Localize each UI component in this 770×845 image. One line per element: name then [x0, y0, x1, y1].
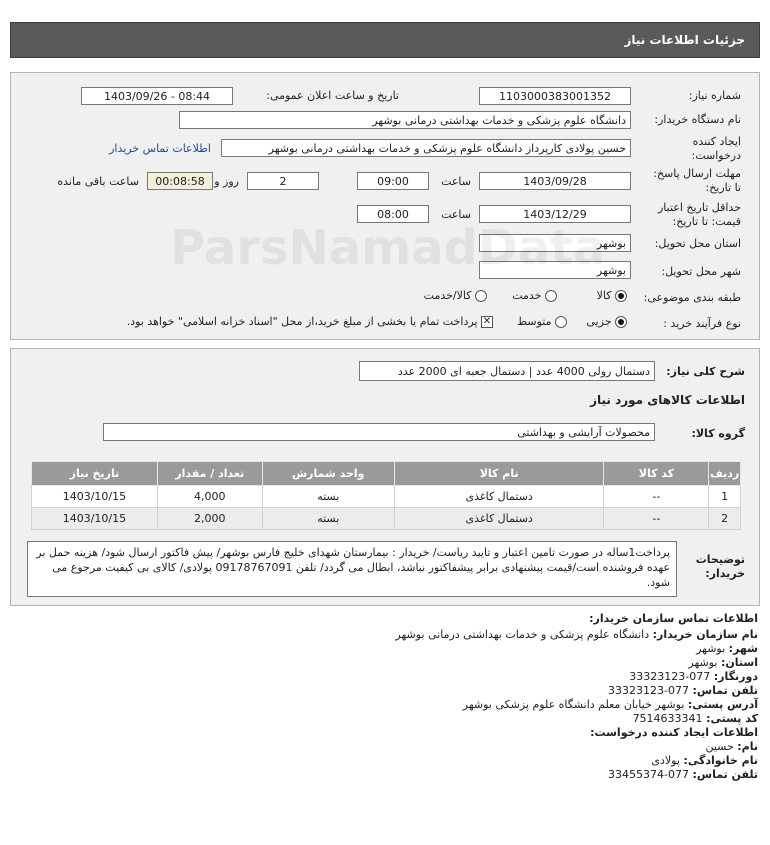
validity-label-2: قیمت: تا تاریخ:: [672, 215, 741, 228]
contact-address-label: آدرس پستی:: [687, 698, 758, 711]
contact-address: [463, 698, 758, 711]
process-label: نوع فرآیند خرید :: [663, 317, 741, 330]
validity-time-label: ساعت: [441, 208, 471, 221]
cell-code: --: [604, 486, 709, 508]
need-desc-field: دستمال رولی 4000 عدد | دستمال جعبه ای 2000 عدد: [359, 361, 655, 381]
col-date: تاریخ نیاز: [32, 462, 158, 486]
province-label: استان محل تحویل:: [654, 237, 741, 250]
contact-phone: [608, 684, 758, 697]
contact-org: [395, 628, 758, 641]
buyer-notes-box: پرداخت1ساله در صورت تامین اعتبار و تایید ریاست/ خریدار : بیمارستان شهدای خلیج فارس بوشهر/ پیش فاکتور ارسال شود/ هزینه حمل بر عهده فروشنده است/قیمت پیشنهادی برابر پیشفاکتور نباشد، ابطال می گردد/ تلفن 09178767091 پولادی/ کالای بی کیفیت مرجوع می شود.: [27, 541, 677, 597]
contact-postal-value: 7514633341: [632, 712, 703, 725]
goods-panel: [10, 348, 760, 606]
process-option-minor[interactable]: [586, 315, 627, 328]
col-name: نام کالا: [394, 462, 604, 486]
announce-label: تاریخ و ساعت اعلان عمومی:: [266, 89, 399, 102]
validity-label-1: حداقل تاریخ اعتبار: [657, 201, 741, 214]
creator-title: اطلاعات ایجاد کننده درخواست:: [590, 726, 758, 739]
col-unit: واحد شمارش: [262, 462, 394, 486]
contact-org-value: دانشگاه علوم پزشکی و خدمات بهداشتی درمانی بوشهر: [395, 628, 650, 641]
cell-row: 2: [709, 508, 741, 530]
page-title: جزئیات اطلاعات نیاز: [624, 33, 745, 47]
remaining-time-field: 00:08:58: [147, 172, 213, 190]
cell-unit: بسته: [262, 486, 394, 508]
contact-phone-value: 077-33323123: [608, 684, 690, 697]
cell-name: دستمال کاغذی: [394, 508, 604, 530]
process-option-minor-label: جزیی: [586, 315, 612, 328]
category-label: طبقه بندی موضوعی:: [643, 291, 741, 304]
creator-label-2: درخواست:: [691, 149, 741, 162]
buyer-field: دانشگاه علوم پزشکی و خدمات بهداشتی درمانی بوشهر: [179, 111, 631, 129]
watermark: ParsNamadData: [170, 220, 606, 276]
radio-empty-icon[interactable]: [545, 290, 557, 302]
creator-name-label: نام:: [737, 740, 758, 753]
payment-note-label: پرداخت تمام یا بخشی از مبلغ خرید،از محل "اسناد خزانه اسلامی" خواهد بود.: [126, 315, 478, 328]
goods-group-label: گروه کالا:: [691, 427, 745, 440]
goods-table: [31, 461, 741, 530]
need-number-label: شماره نیاز:: [688, 89, 741, 102]
cell-name: دستمال کاغذی: [394, 486, 604, 508]
process-option-medium[interactable]: [517, 315, 567, 328]
deadline-time-label: ساعت: [441, 175, 471, 188]
deadline-label-1: مهلت ارسال پاسخ:: [653, 167, 741, 180]
province-field: بوشهر: [479, 234, 631, 252]
city-label: شهر محل تحویل:: [661, 265, 741, 278]
cell-date: 1403/10/15: [32, 508, 158, 530]
cell-date: 1403/10/15: [32, 486, 158, 508]
category-option-both-label: کالا/خدمت: [423, 289, 472, 302]
col-row: ردیف: [709, 462, 741, 486]
contact-city: [696, 642, 758, 655]
need-details-panel: [10, 72, 760, 340]
validity-date-field: 1403/12/29: [479, 205, 631, 223]
category-option-service[interactable]: [512, 289, 557, 302]
creator-phone-label: تلفن تماس:: [692, 768, 758, 781]
contact-province-label: استان:: [721, 656, 758, 669]
days-field: 2: [247, 172, 319, 190]
contact-city-label: شهر:: [728, 642, 758, 655]
contact-fax: [629, 670, 758, 683]
col-qty: تعداد / مقدار: [157, 462, 262, 486]
creator-phone: [608, 768, 758, 781]
contact-postal-label: کد پستی:: [706, 712, 758, 725]
buyer-contact-link[interactable]: اطلاعات تماس خریدار: [109, 142, 211, 155]
cell-unit: بسته: [262, 508, 394, 530]
validity-time-field: 08:00: [357, 205, 429, 223]
deadline-date-field: 1403/09/28: [479, 172, 631, 190]
buyer-notes-label-1: توضیحات: [695, 553, 745, 566]
need-desc-label: شرح کلی نیاز:: [666, 365, 745, 378]
checkbox-x-icon[interactable]: ✕: [482, 316, 492, 327]
contact-phone-label: تلفن تماس:: [692, 684, 758, 697]
contact-fax-label: دورنگار:: [713, 670, 758, 683]
city-field: بوشهر: [479, 261, 631, 279]
creator-phone-value: 077-33455374: [608, 768, 690, 781]
table-row: [32, 486, 741, 508]
goods-group-field: محصولات آرایشی و بهداشتی: [103, 423, 655, 441]
creator-name: [705, 740, 758, 753]
buyer-label: نام دستگاه خریدار:: [654, 113, 741, 126]
contact-address-value: بوشهر خیابان معلم دانشگاه علوم پزشکی بوشهر: [462, 698, 685, 711]
col-code: کد کالا: [604, 462, 709, 486]
contact-postal: [633, 712, 758, 725]
contact-fax-value: 077-33323123: [629, 670, 711, 683]
deadline-label-2: تا تاریخ:: [705, 181, 741, 194]
table-row: [32, 508, 741, 530]
cell-row: 1: [709, 486, 741, 508]
deadline-time-field: 09:00: [357, 172, 429, 190]
radio-checked-icon[interactable]: [615, 316, 627, 328]
category-option-both[interactable]: [424, 289, 487, 302]
need-number-field: 1103000383001352: [479, 87, 631, 105]
cell-qty: 4,000: [157, 486, 262, 508]
creator-field: حسین پولادی کارپرداز دانشگاه علوم پزشکی و خدمات بهداشتی درمانی بوشهر: [221, 139, 631, 157]
creator-label-1: ایجاد کننده: [692, 135, 741, 148]
announce-field: 1403/09/26 - 08:44: [81, 87, 233, 105]
contact-province-value: بوشهر: [688, 656, 718, 669]
cell-qty: 2,000: [157, 508, 262, 530]
creator-family-value: پولادی: [651, 754, 680, 767]
category-option-service-label: خدمت: [512, 289, 542, 302]
radio-checked-icon[interactable]: [615, 290, 627, 302]
payment-note[interactable]: [127, 315, 493, 328]
contact-title: اطلاعات تماس سازمان خریدار:: [589, 612, 758, 625]
contact-province: [688, 656, 758, 669]
contact-org-label: نام سازمان خریدار:: [652, 628, 758, 641]
buyer-notes-label-2: خریدار:: [705, 567, 745, 580]
category-option-goods[interactable]: [597, 289, 627, 302]
goods-info-title: اطلاعات کالاهای مورد نیاز: [590, 393, 745, 407]
creator-name-value: حسین: [705, 740, 734, 753]
radio-empty-icon[interactable]: [555, 316, 567, 328]
contact-city-value: بوشهر: [696, 642, 726, 655]
category-option-goods-label: کالا: [596, 289, 612, 302]
page-header: [10, 22, 760, 58]
creator-family-label: نام خانوادگی:: [683, 754, 758, 767]
remaining-label: ساعت باقی مانده: [57, 175, 139, 188]
days-label: روز و: [214, 175, 239, 188]
cell-code: --: [604, 508, 709, 530]
process-option-medium-label: متوسط: [516, 315, 552, 328]
radio-empty-icon[interactable]: [475, 290, 487, 302]
creator-family: [651, 754, 758, 767]
